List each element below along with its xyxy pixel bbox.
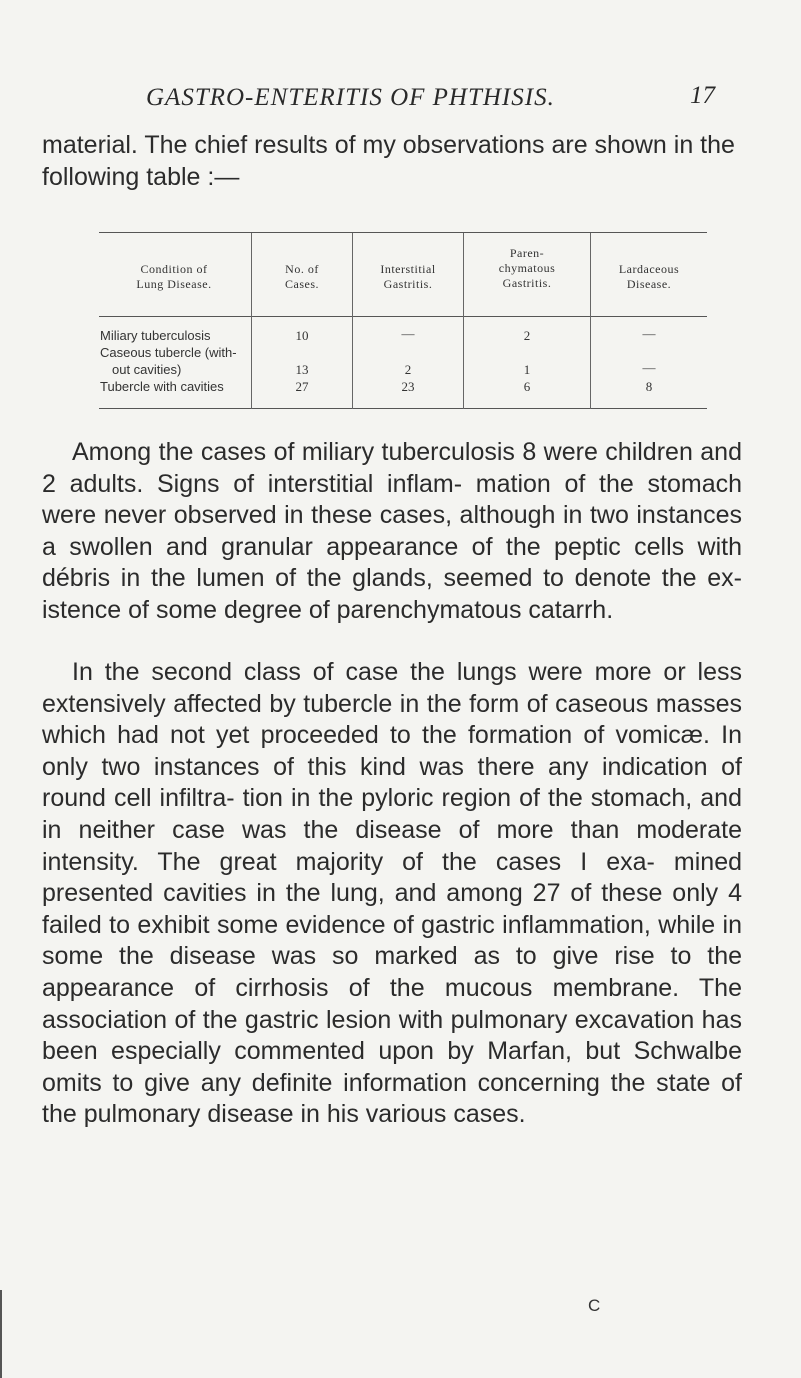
row-condition: Caseous tubercle (with- xyxy=(100,345,237,360)
row-cases: 27 xyxy=(295,379,309,394)
row-parenchymatous: 2 xyxy=(523,328,531,343)
row-condition-continued: out cavities) xyxy=(112,362,182,377)
header-cases: No. of Cases. xyxy=(285,262,319,291)
row-condition: Tubercle with cavities xyxy=(100,379,224,394)
page-edge-line xyxy=(0,1290,2,1378)
row-cases: 13 xyxy=(295,362,309,377)
intro-paragraph: material. The chief results of my observations are shown in the following table :— xyxy=(42,131,735,191)
running-head-title: GASTRO-ENTERITIS OF PHTHISIS. xyxy=(146,84,555,111)
row-cases: 10 xyxy=(295,328,309,343)
table-bottom-rule xyxy=(99,408,707,409)
header-lardaceous: Lardaceous Disease. xyxy=(618,262,680,291)
row-lardaceous: — xyxy=(642,326,656,341)
row-parenchymatous: 6 xyxy=(523,379,531,394)
table-header-rule xyxy=(99,316,707,317)
header-interstitial: Interstitial Gastritis. xyxy=(380,262,436,291)
paragraph-second-class: In the second class of case the lungs were more or less extensively affected by tubercle in the form of caseous masses which had not yet proceeded to the formation of vomicæ. In only two instances of this kind was there any indication of round cell infiltra- tion in the pyloric region of the stomach, and in neither case was the disease of more than moderate intensity. The great majority of the cases I exa- mined presented cavities in the lung, and among 27 of these only 4 failed to exhibit some evidence of gastric inflammation, while in some the disease was so marked as to give rise to the appearance of cirrhosis of the mucous membrane. The association of the gastric lesion with pulmonary excavation has been especially commented upon by Marfan, but Schwalbe omits to give any definite information concerning the state of the pulmonary disease in his various cases. xyxy=(42,658,742,1129)
signature-mark: C xyxy=(588,1296,601,1315)
row-condition: Miliary tuberculosis xyxy=(100,328,211,343)
header-parenchymatous: Paren- chymatous Gastritis. xyxy=(498,246,556,290)
row-lardaceous: — xyxy=(642,360,656,375)
page-number: 17 xyxy=(690,82,715,109)
row-interstitial: 2 xyxy=(404,362,412,377)
table-top-rule xyxy=(99,232,707,233)
row-interstitial: 23 xyxy=(401,379,415,394)
row-parenchymatous: 1 xyxy=(523,362,531,377)
row-lardaceous: 8 xyxy=(645,379,653,394)
header-condition: Condition of Lung Disease. xyxy=(136,262,212,291)
paragraph-miliary: Among the cases of miliary tuberculosis 8 were children and 2 adults. Signs of interstitial inflam- mation of the stomach were never observed in these cases, although in two instances a swollen and granular appearance of the peptic cells with débris in the lumen of the glands, seemed to denote the ex- istence of some degree of parenchymatous catarrh. xyxy=(42,438,742,624)
row-interstitial: — xyxy=(401,326,415,341)
